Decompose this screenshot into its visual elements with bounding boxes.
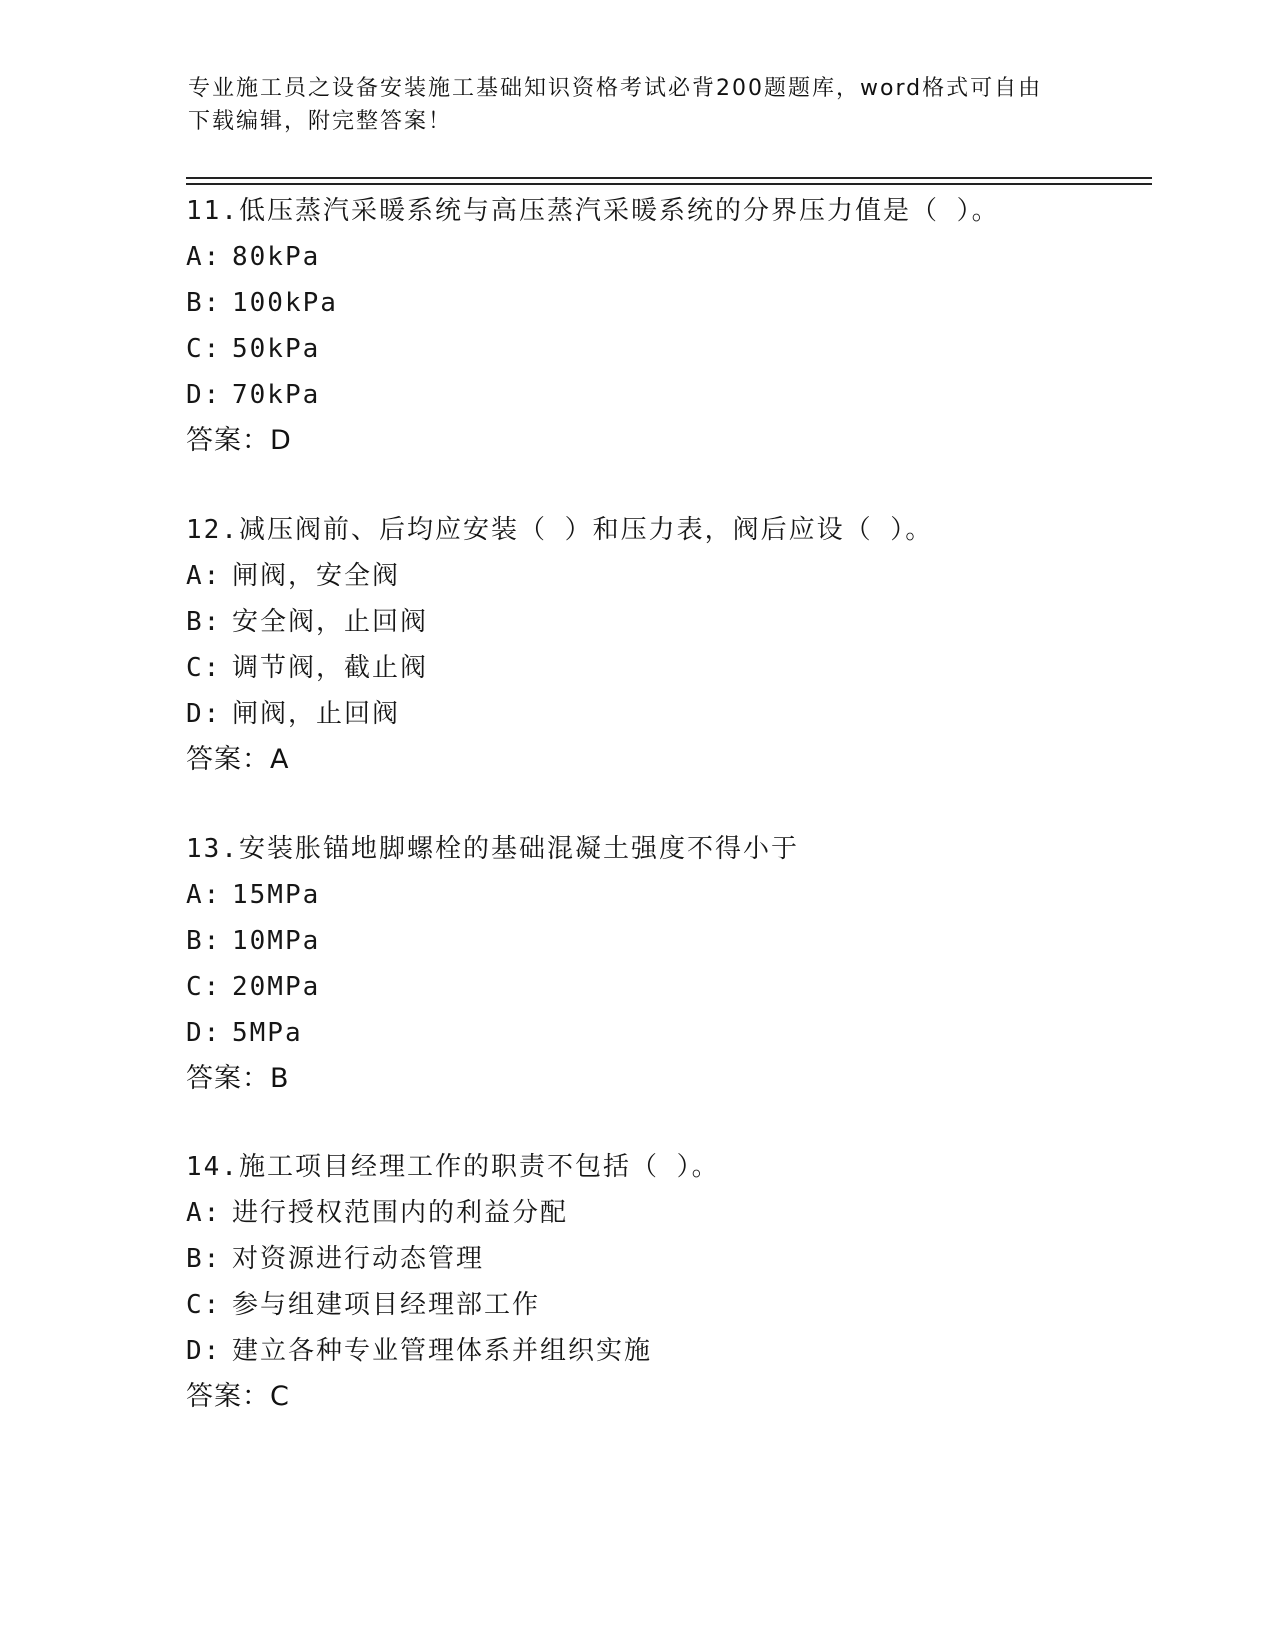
option-label: A: — [186, 242, 222, 272]
option-text: 安全阀，止回阀 — [232, 607, 429, 637]
answer-line: 答案：A — [186, 744, 290, 775]
option-text: 闸阀，止回阀 — [232, 699, 401, 729]
answer-line: 答案：B — [186, 1063, 290, 1094]
option-text: 20MPa — [232, 972, 321, 1002]
option-b — [186, 599, 1166, 645]
option-label: B: — [186, 926, 222, 956]
option-text: 建立各种专业管理体系并组织实施 — [232, 1336, 653, 1366]
option-label: D: — [186, 699, 222, 729]
option-c — [186, 326, 1166, 372]
option-label: D: — [186, 380, 222, 410]
option-a — [186, 234, 1166, 280]
option-b — [186, 280, 1166, 326]
option-text: 100kPa — [232, 288, 338, 318]
option-label: C: — [186, 334, 222, 364]
question-13 — [186, 826, 1166, 1102]
answer-line: 答案：C — [186, 1381, 290, 1412]
option-label: C: — [186, 653, 222, 683]
option-text: 10MPa — [232, 926, 321, 956]
option-label: C: — [186, 972, 222, 1002]
question-14 — [186, 1144, 1166, 1420]
option-text: 70kPa — [232, 380, 321, 410]
option-label: B: — [186, 288, 222, 318]
option-label: B: — [186, 1244, 222, 1274]
option-d — [186, 372, 1166, 418]
answer-line: 答案：D — [186, 425, 292, 456]
question-11 — [186, 188, 1166, 464]
option-c — [186, 645, 1166, 691]
option-b — [186, 918, 1166, 964]
option-a — [186, 1190, 1166, 1236]
option-text: 调节阀，截止阀 — [232, 653, 429, 683]
option-label: A: — [186, 1198, 222, 1228]
option-a — [186, 872, 1166, 918]
option-label: D: — [186, 1018, 222, 1048]
question-stem: 11.低压蒸汽采暖系统与高压蒸汽采暖系统的分界压力值是（ ）。 — [186, 196, 1000, 226]
option-text: 15MPa — [232, 880, 321, 910]
option-d — [186, 691, 1166, 737]
option-label: B: — [186, 607, 222, 637]
option-a — [186, 553, 1166, 599]
option-label: D: — [186, 1336, 222, 1366]
option-text: 参与组建项目经理部工作 — [232, 1290, 541, 1320]
header-line-2: 下载编辑，附完整答案！ — [188, 109, 453, 134]
header-line-1: 专业施工员之设备安装施工基础知识资格考试必背200题题库，word格式可自由 — [188, 76, 1043, 101]
option-text: 进行授权范围内的利益分配 — [232, 1198, 569, 1228]
document-header — [188, 72, 1088, 138]
option-c — [186, 1282, 1166, 1328]
question-stem: 14.施工项目经理工作的职责不包括（ ）。 — [186, 1152, 720, 1182]
option-d — [186, 1010, 1166, 1056]
question-stem: 12.减压阀前、后均应安装（ ）和压力表，阀后应设（ ）。 — [186, 515, 934, 545]
header-divider-top — [186, 177, 1152, 179]
option-text: 5MPa — [232, 1018, 303, 1048]
option-c — [186, 964, 1166, 1010]
option-text: 50kPa — [232, 334, 321, 364]
option-text: 对资源进行动态管理 — [232, 1244, 485, 1274]
option-label: A: — [186, 561, 222, 591]
header-divider-bottom — [186, 183, 1152, 185]
option-d — [186, 1328, 1166, 1374]
option-label: C: — [186, 1290, 222, 1320]
question-stem: 13.安装胀锚地脚螺栓的基础混凝土强度不得小于 — [186, 834, 799, 864]
option-b — [186, 1236, 1166, 1282]
question-12 — [186, 507, 1166, 783]
option-text: 80kPa — [232, 242, 321, 272]
option-label: A: — [186, 880, 222, 910]
option-text: 闸阀，安全阀 — [232, 561, 401, 591]
